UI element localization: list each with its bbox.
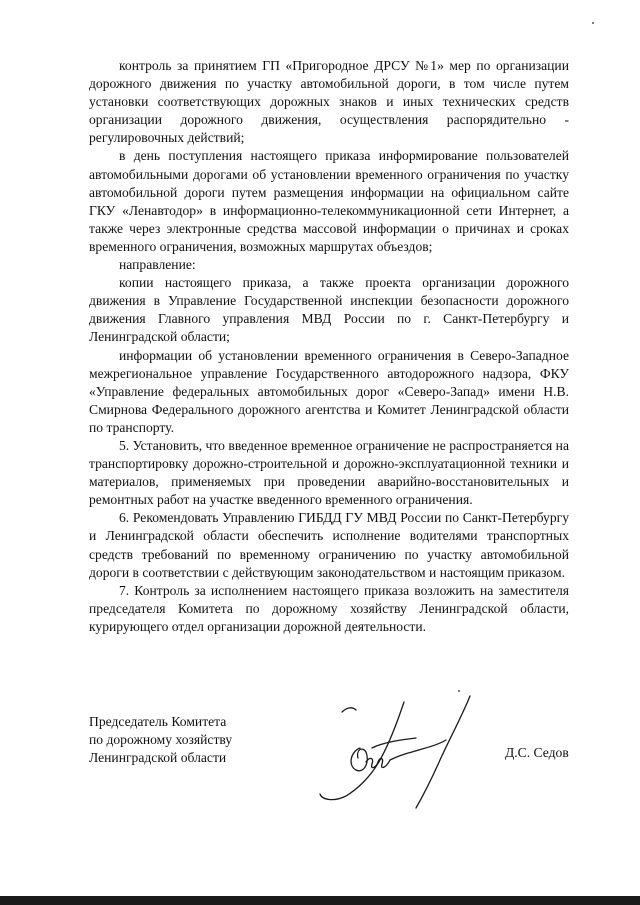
scan-speck <box>458 690 460 692</box>
paragraph-order-copies: копии настоящего приказа, а также проекта организации дорожного движения в Управление Государственной инспекции безопасности дорожного движения Главного управления МВД России по г. Санкт-Петербургу и Ленинградской области; <box>89 275 569 345</box>
paragraph-item-6: 6. Рекомендовать Управлению ГИБДД ГУ МВД России по Санкт-Петербургу и Ленинградской области обеспечить исполнение водителями транспортных средств требований по временному ограничению по участку автомобильной дороги в соответствии с действующим законодательством и настоящим приказом. <box>89 510 569 580</box>
paragraph-restriction-info: информации об установлении временного ограничения в Северо-Западное межрегиональное управление Государственного автодорожного надзора, ФКУ «Управление федеральных автомобильных дорог «Северо-Запад» имени Н.В. Смирнова Федерального дорожного агентства и Комитет Ленинградской области по транспорту. <box>89 347 569 435</box>
document-body <box>89 57 569 636</box>
signatory-position <box>89 713 232 768</box>
signatory-position-line: Председатель Комитета <box>89 714 227 729</box>
paragraph-informing-users: в день поступления настоящего приказа информирование пользователей автомобильными дорогами об установлении временного ограничения по участку автомобильной дороги путем размещения информации на официальном сайте ГКУ «Ленавтодор» в информационно-телекоммуникационной сети Интернет, а также через электронные средства массовой информации о причинах и сроках временного ограничения, возможных маршрутах объездов; <box>89 148 569 254</box>
handwritten-signature <box>312 690 482 820</box>
signatory-position-line: Ленинградской области <box>89 750 227 766</box>
scan-speck <box>592 22 594 24</box>
scan-bottom-edge <box>0 896 640 905</box>
paragraph-control-measures: контроль за принятием ГП «Пригородное ДРСУ №1» мер по организации дорожного движения по участку автомобильной дороги, в том числе путем установки соответствующих дорожных знаков и иных технических средств организации дорожного движения, осуществления распорядительно - регулировочных действий; <box>89 58 569 146</box>
paragraph-item-5: 5. Установить, что введенное временное ограничение не распространяется на транспортировку дорожно-строительной и дорожно-эксплуатационной техники и материалов, применяемых при проведении аварийно-восстановительных и ремонтных работ на участке введенного временного ограничения. <box>89 437 569 508</box>
signatory-name: Д.С. Седов <box>505 745 569 760</box>
signatory-position-line: по дорожному хозяйству <box>89 732 233 748</box>
paragraph-item-7: 7. Контроль за исполнением настоящего приказа возложить на заместителя председателя Комитета по дорожному хозяйству Ленинградской области, курирующего отдел организации дорожной деятельности. <box>89 582 569 634</box>
paragraph-direction-heading: направление: <box>119 257 196 273</box>
